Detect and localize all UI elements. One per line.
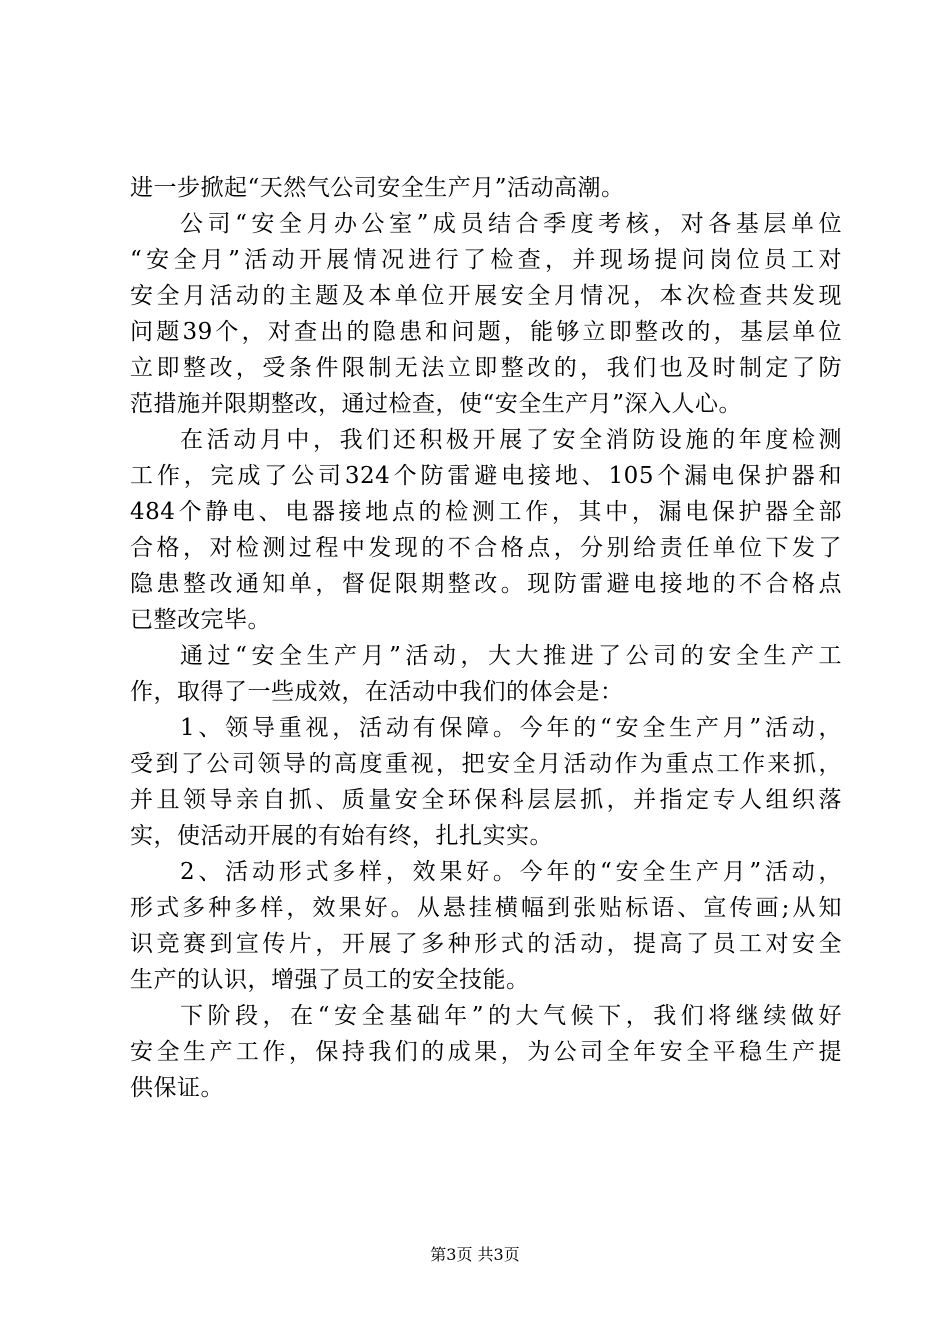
text-line: 并且领导亲自抓、质量安全环保科层层抓，并指定专人组织落 xyxy=(130,787,842,813)
text-line: 工作，完成了公司324个防雷避电接地、105个漏电保护器和 xyxy=(130,463,842,489)
text-line: 问题39个，对查出的隐患和问题，能够立即整改的，基层单位 xyxy=(130,319,842,345)
page-footer: 第3页 共3页 xyxy=(430,1245,520,1264)
text-line: 受到了公司领导的高度重视，把安全月活动作为重点工作来抓， xyxy=(130,751,842,777)
text-line: 生产的认识，增强了员工的安全技能。 xyxy=(130,967,530,993)
text-line: 2、活动形式多样，效果好。今年的“安全生产月”活动， xyxy=(180,859,842,885)
text-line: 下阶段，在“安全基础年”的大气候下，我们将继续做好 xyxy=(180,1003,842,1029)
text-line: 识竞赛到宣传片，开展了多种形式的活动，提高了员工对安全 xyxy=(130,931,842,957)
text-line: 隐患整改通知单，督促限期整改。现防雷避电接地的不合格点 xyxy=(130,571,842,597)
text-line: 供保证。 xyxy=(130,1075,224,1101)
text-line: 在活动月中，我们还积极开展了安全消防设施的年度检测 xyxy=(180,427,842,453)
text-line: 通过“安全生产月”活动，大大推进了公司的安全生产工 xyxy=(180,643,842,669)
text-line: 形式多种多样，效果好。从悬挂横幅到张贴标语、宣传画;从知 xyxy=(130,895,842,921)
text-line: “安全月”活动开展情况进行了检查，并现场提问岗位员工对 xyxy=(130,247,842,273)
text-line: 合格，对检测过程中发现的不合格点，分别给责任单位下发了 xyxy=(130,535,842,561)
text-line: 公司“安全月办公室”成员结合季度考核，对各基层单位 xyxy=(180,211,842,237)
text-line: 进一步掀起“天然气公司安全生产月”活动高潮。 xyxy=(130,175,625,201)
text-line: 484个静电、电器接地点的检测工作，其中，漏电保护器全部 xyxy=(130,499,842,525)
text-line: 已整改完毕。 xyxy=(130,607,271,633)
text-line: 立即整改，受条件限制无法立即整改的，我们也及时制定了防 xyxy=(130,355,842,381)
text-line: 1、领导重视，活动有保障。今年的“安全生产月”活动， xyxy=(180,715,842,741)
document-body xyxy=(130,170,842,1106)
text-line: 安全月活动的主题及本单位开展安全月情况，本次检查共发现 xyxy=(130,283,842,309)
text-line: 实，使活动开展的有始有终，扎扎实实。 xyxy=(130,823,553,849)
text-line: 安全生产工作，保持我们的成果，为公司全年安全平稳生产提 xyxy=(130,1039,842,1065)
text-line: 范措施并限期整改，通过检查，使“安全生产月”深入人心。 xyxy=(130,391,743,417)
text-line: 作，取得了一些成效，在活动中我们的体会是： xyxy=(130,679,624,705)
